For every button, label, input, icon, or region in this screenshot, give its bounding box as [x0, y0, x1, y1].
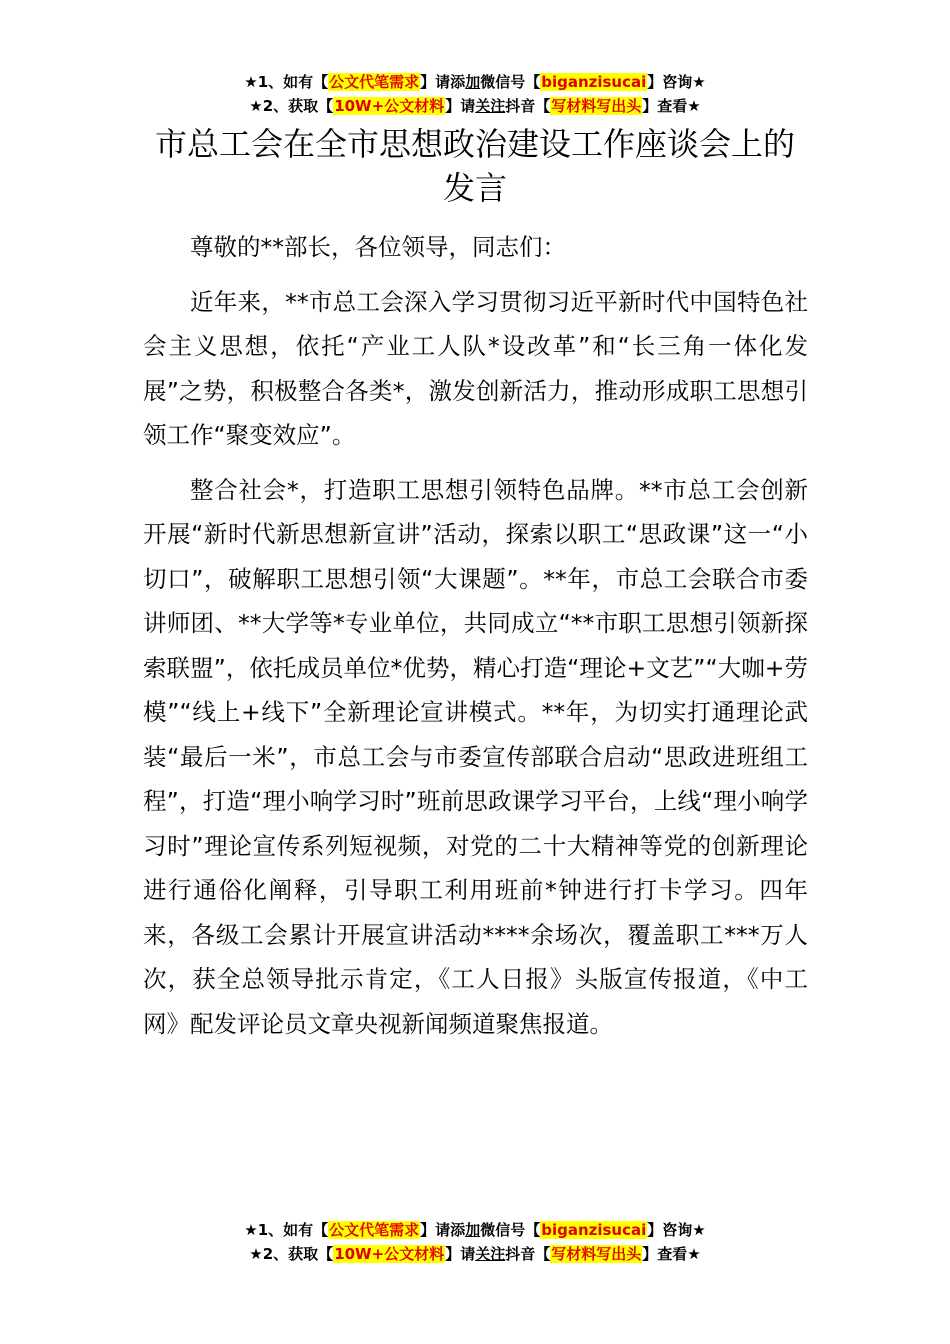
promo-highlight: biganzisucai	[541, 1221, 647, 1239]
promo-highlight: biganzisucai	[541, 73, 647, 91]
promo-line-1: ★1、如有【公文代笔需求】请添加微信号【biganzisucai】咨询★	[244, 1221, 706, 1239]
promo-highlight: 写材料写出头	[551, 1245, 642, 1263]
promo-highlight: 10W+公文材料	[334, 1245, 445, 1263]
promo-highlight: 公文代笔需求	[329, 73, 420, 91]
promo-line-2: ★2、获取【10W+公文材料】请关注抖音【写材料写出头】查看★	[249, 1245, 701, 1263]
promo-highlight: 写材料写出头	[551, 97, 642, 115]
footer-promo-banner	[0, 1218, 950, 1266]
paragraph-1: 近年来，**市总工会深入学习贯彻习近平新时代中国特色社会主义思想，依托“产业工人队*设改革”和“长三角一体化发展”之势，积极整合各类*，激发创新活力，推动形成职工思想引领工作“聚变效应”。	[143, 287, 808, 449]
promo-line-2: ★2、获取【10W+公文材料】请关注抖音【写材料写出头】查看★	[249, 97, 701, 115]
paragraph-2: 整合社会*，打造职工思想引领特色品牌。**市总工会创新开展“新时代新思想新宣讲”活动，探索以职工“思政课”这一“小切口”，破解职工思想引领“大课题”。**年，市总工会联合市委讲师团、**大学等*专业单位，共同成立“**市职工思想引领新探索联盟”，依托成员单位*优势，精心打造“理论+文艺”“大咖+劳模”“线上+线下”全新理论宣讲模式。**年，为切实打通理论武装“最后一米”，市总工会与市委宣传部联合启动“思政进班组工程”，打造“理小响学习时”班前思政课学习平台，上线“理小响学习时”理论宣传系列短视频，对党的二十大精神等党的创新理论进行通俗化阐释，引导职工利用班前*钟进行打卡学习。四年来，各级工会累计开展宣讲活动****余场次，覆盖职工***万人次，获全总领导批示肯定，《工人日报》头版宣传报道，《中工网》配发评论员文章央视新闻频道聚焦报道。	[143, 475, 808, 1038]
document-title: 市总工会在全市思想政治建设工作座谈会上的发言	[154, 125, 795, 207]
salutation: 尊敬的**部长，各位领导，同志们：	[190, 233, 566, 261]
promo-highlight: 10W+公文材料	[334, 97, 445, 115]
promo-highlight: 公文代笔需求	[329, 1221, 420, 1239]
document-body	[143, 225, 808, 1056]
promo-line-1: ★1、如有【公文代笔需求】请添加微信号【biganzisucai】咨询★	[244, 73, 706, 91]
header-promo-banner	[0, 70, 950, 118]
